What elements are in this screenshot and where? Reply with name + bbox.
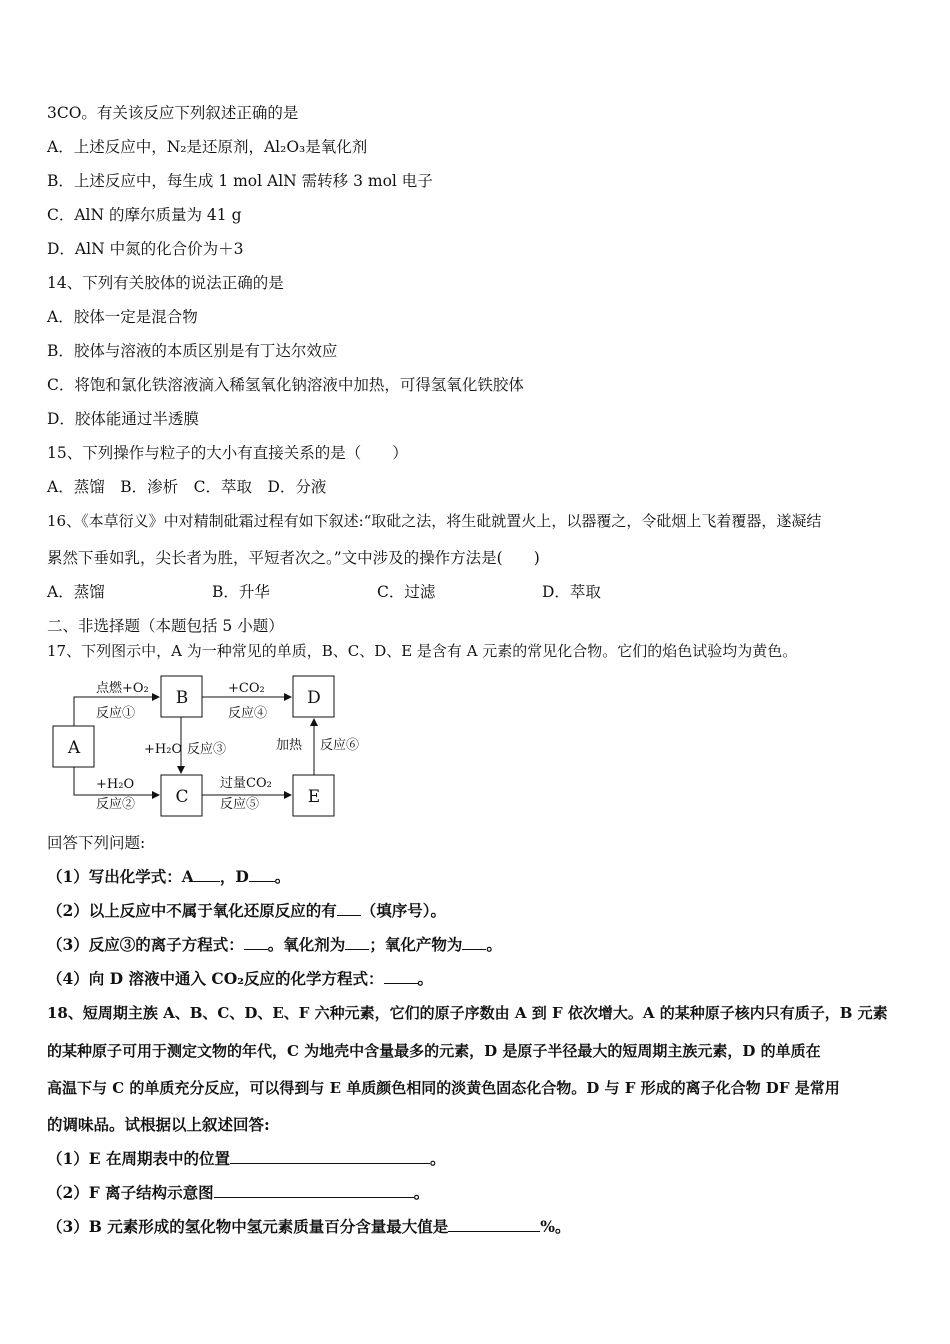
q16-stem-line1: 16、《本草衍义》中对精制砒霜过程有如下叙述:“取砒之法，将生砒就置火上，以器覆之，令砒烟上飞着覆器，遂凝结: [47, 512, 822, 530]
answer-blank-oxidation-product[interactable]: [462, 935, 486, 950]
q18-sub3-p2: %。: [540, 1217, 571, 1236]
q14-stem: 14、下列有关胶体的说法正确的是: [47, 274, 284, 292]
q17-sub1-p3: 。: [274, 867, 291, 886]
reaction-diagram: [40, 665, 370, 825]
answer-blank-d[interactable]: [249, 867, 275, 882]
q17-sub1-p1: （1）写出化学式：A: [47, 867, 194, 886]
q18-line3: 高温下与 C 的单质充分反应，可以得到与 E 单质颜色相同的淡黄色固态化合物。D 与 F 形成的离子化合物 DF 是常用: [47, 1079, 840, 1097]
r1-condition: 点燃+O₂: [96, 681, 149, 696]
r6-condition: 加热: [276, 738, 303, 753]
r6-label: 反应⑥: [320, 738, 360, 753]
q13-stem: 3CO。有关该反应下列叙述正确的是: [47, 104, 299, 122]
r3-label: 反应③: [187, 742, 227, 757]
q17-sub3-p2: 。氧化剂为: [267, 935, 346, 954]
r5-label: 反应⑤: [220, 797, 260, 812]
q15-options: A．蒸馏 B．渗析 C．萃取 D．分液: [47, 478, 327, 496]
r2-label: 反应②: [96, 797, 136, 812]
node-b: B: [175, 688, 189, 708]
q16-option-c: C．过滤: [377, 583, 436, 601]
answer-blank-position[interactable]: [230, 1149, 430, 1164]
q17-sub1: [47, 867, 290, 887]
r4-label: 反应④: [228, 706, 268, 721]
q18-sub1-p1: （1）E 在周期表中的位置: [47, 1149, 230, 1168]
answer-blank-ion-diagram[interactable]: [214, 1183, 414, 1198]
q18-sub3-p1: （3）B 元素形成的氢化物中氢元素质量百分含量最大值是: [47, 1217, 449, 1236]
q17-sub4: [47, 969, 433, 989]
r2-condition: +H₂O: [96, 777, 135, 792]
q14-option-d: D．胶体能通过半透膜: [47, 410, 199, 428]
q14-option-b: B．胶体与溶液的本质区别是有丁达尔效应: [47, 342, 338, 360]
q16-stem-line2: 累然下垂如乳，尖长者为胜，平短者次之。”文中涉及的操作方法是( ): [47, 549, 540, 567]
q18-line4: 的调味品。试根据以上叙述回答:: [47, 1115, 270, 1134]
q17-sub4-p1: （4）向 D 溶液中通入 CO₂反应的化学方程式：: [47, 969, 384, 988]
q17-sub1-p2: ，D: [219, 867, 249, 886]
q17-sub2: [47, 901, 446, 921]
q18-sub3: [47, 1217, 571, 1237]
q13-option-d: D．AlN 中氮的化合价为＋3: [47, 240, 244, 258]
q17-sub2-p1: （2）以上反应中不属于氧化还原反应的有: [47, 901, 337, 920]
q14-option-a: A．胶体一定是混合物: [47, 308, 198, 326]
q18-line2: 的某种原子可用于测定文物的年代，C 为地壳中含量最多的元素，D 是原子半径最大的短周期主族元素，D 的单质在: [47, 1042, 821, 1060]
q14-option-c: C．将饱和氯化铁溶液滴入稀氢氧化钠溶液中加热，可得氢氧化铁胶体: [47, 376, 524, 394]
answer-blank-a[interactable]: [194, 867, 220, 882]
q17-sub4-p2: 。: [417, 969, 434, 988]
q17-sub3-p4: 。: [486, 935, 502, 954]
q17-stem: 17、下列图示中，A 为一种常见的单质，B、C、D、E 是含有 A 元素的常见化合物。它们的焰色试验均为黄色。: [47, 642, 798, 660]
node-e: E: [307, 787, 321, 807]
q13-option-b: B．上述反应中，每生成 1 mol AlN 需转移 3 mol 电子: [47, 172, 433, 190]
answer-blank-ionic-eq[interactable]: [244, 935, 268, 950]
q18-sub2-p2: 。: [413, 1183, 430, 1202]
q15-stem: 15、下列操作与粒子的大小有直接关系的是（ ）: [47, 444, 408, 462]
q17-answer-intro: 回答下列问题:: [47, 834, 146, 852]
q18-sub1-p2: 。: [430, 1149, 446, 1168]
node-a: A: [67, 738, 81, 758]
answer-blank-percentage[interactable]: [448, 1217, 540, 1232]
r5-condition: 过量CO₂: [220, 776, 272, 791]
q17-sub3-p3: ；氧化产物为: [369, 935, 463, 954]
section-title: 二、非选择题（本题包括 5 小题）: [47, 617, 284, 635]
q13-option-c: C．AlN 的摩尔质量为 41 g: [47, 206, 242, 224]
q16-option-b: B．升华: [212, 583, 270, 601]
node-d: D: [307, 688, 321, 708]
q17-sub3-p1: （3）反应③的离子方程式：: [47, 935, 244, 954]
q13-option-a: A．上述反应中，N₂是还原剂，Al₂O₃是氧化剂: [47, 138, 368, 156]
q17-sub2-p2: （填序号）。: [360, 901, 447, 920]
q18-line1: 18、短周期主族 A、B、C、D、E、F 六种元素，它们的原子序数由 A 到 F 依次增大。A 的某种原子核内只有质子，B 元素: [47, 1004, 888, 1022]
q18-sub1: [47, 1149, 446, 1169]
q18-sub2-p1: （2）F 离子结构示意图: [47, 1183, 214, 1202]
q17-sub3: [47, 935, 502, 955]
q18-sub2: [47, 1183, 429, 1203]
r1-label: 反应①: [96, 706, 136, 721]
q16-option-a: A．蒸馏: [47, 583, 105, 601]
node-c: C: [175, 787, 189, 807]
r3-condition: +H₂O: [144, 742, 183, 757]
r4-condition: +CO₂: [228, 681, 265, 696]
answer-blank-oxidant[interactable]: [345, 935, 369, 950]
answer-blank-equation[interactable]: [384, 969, 418, 984]
answer-blank-nonredox[interactable]: [337, 901, 361, 916]
q16-option-d: D．萃取: [542, 583, 601, 601]
